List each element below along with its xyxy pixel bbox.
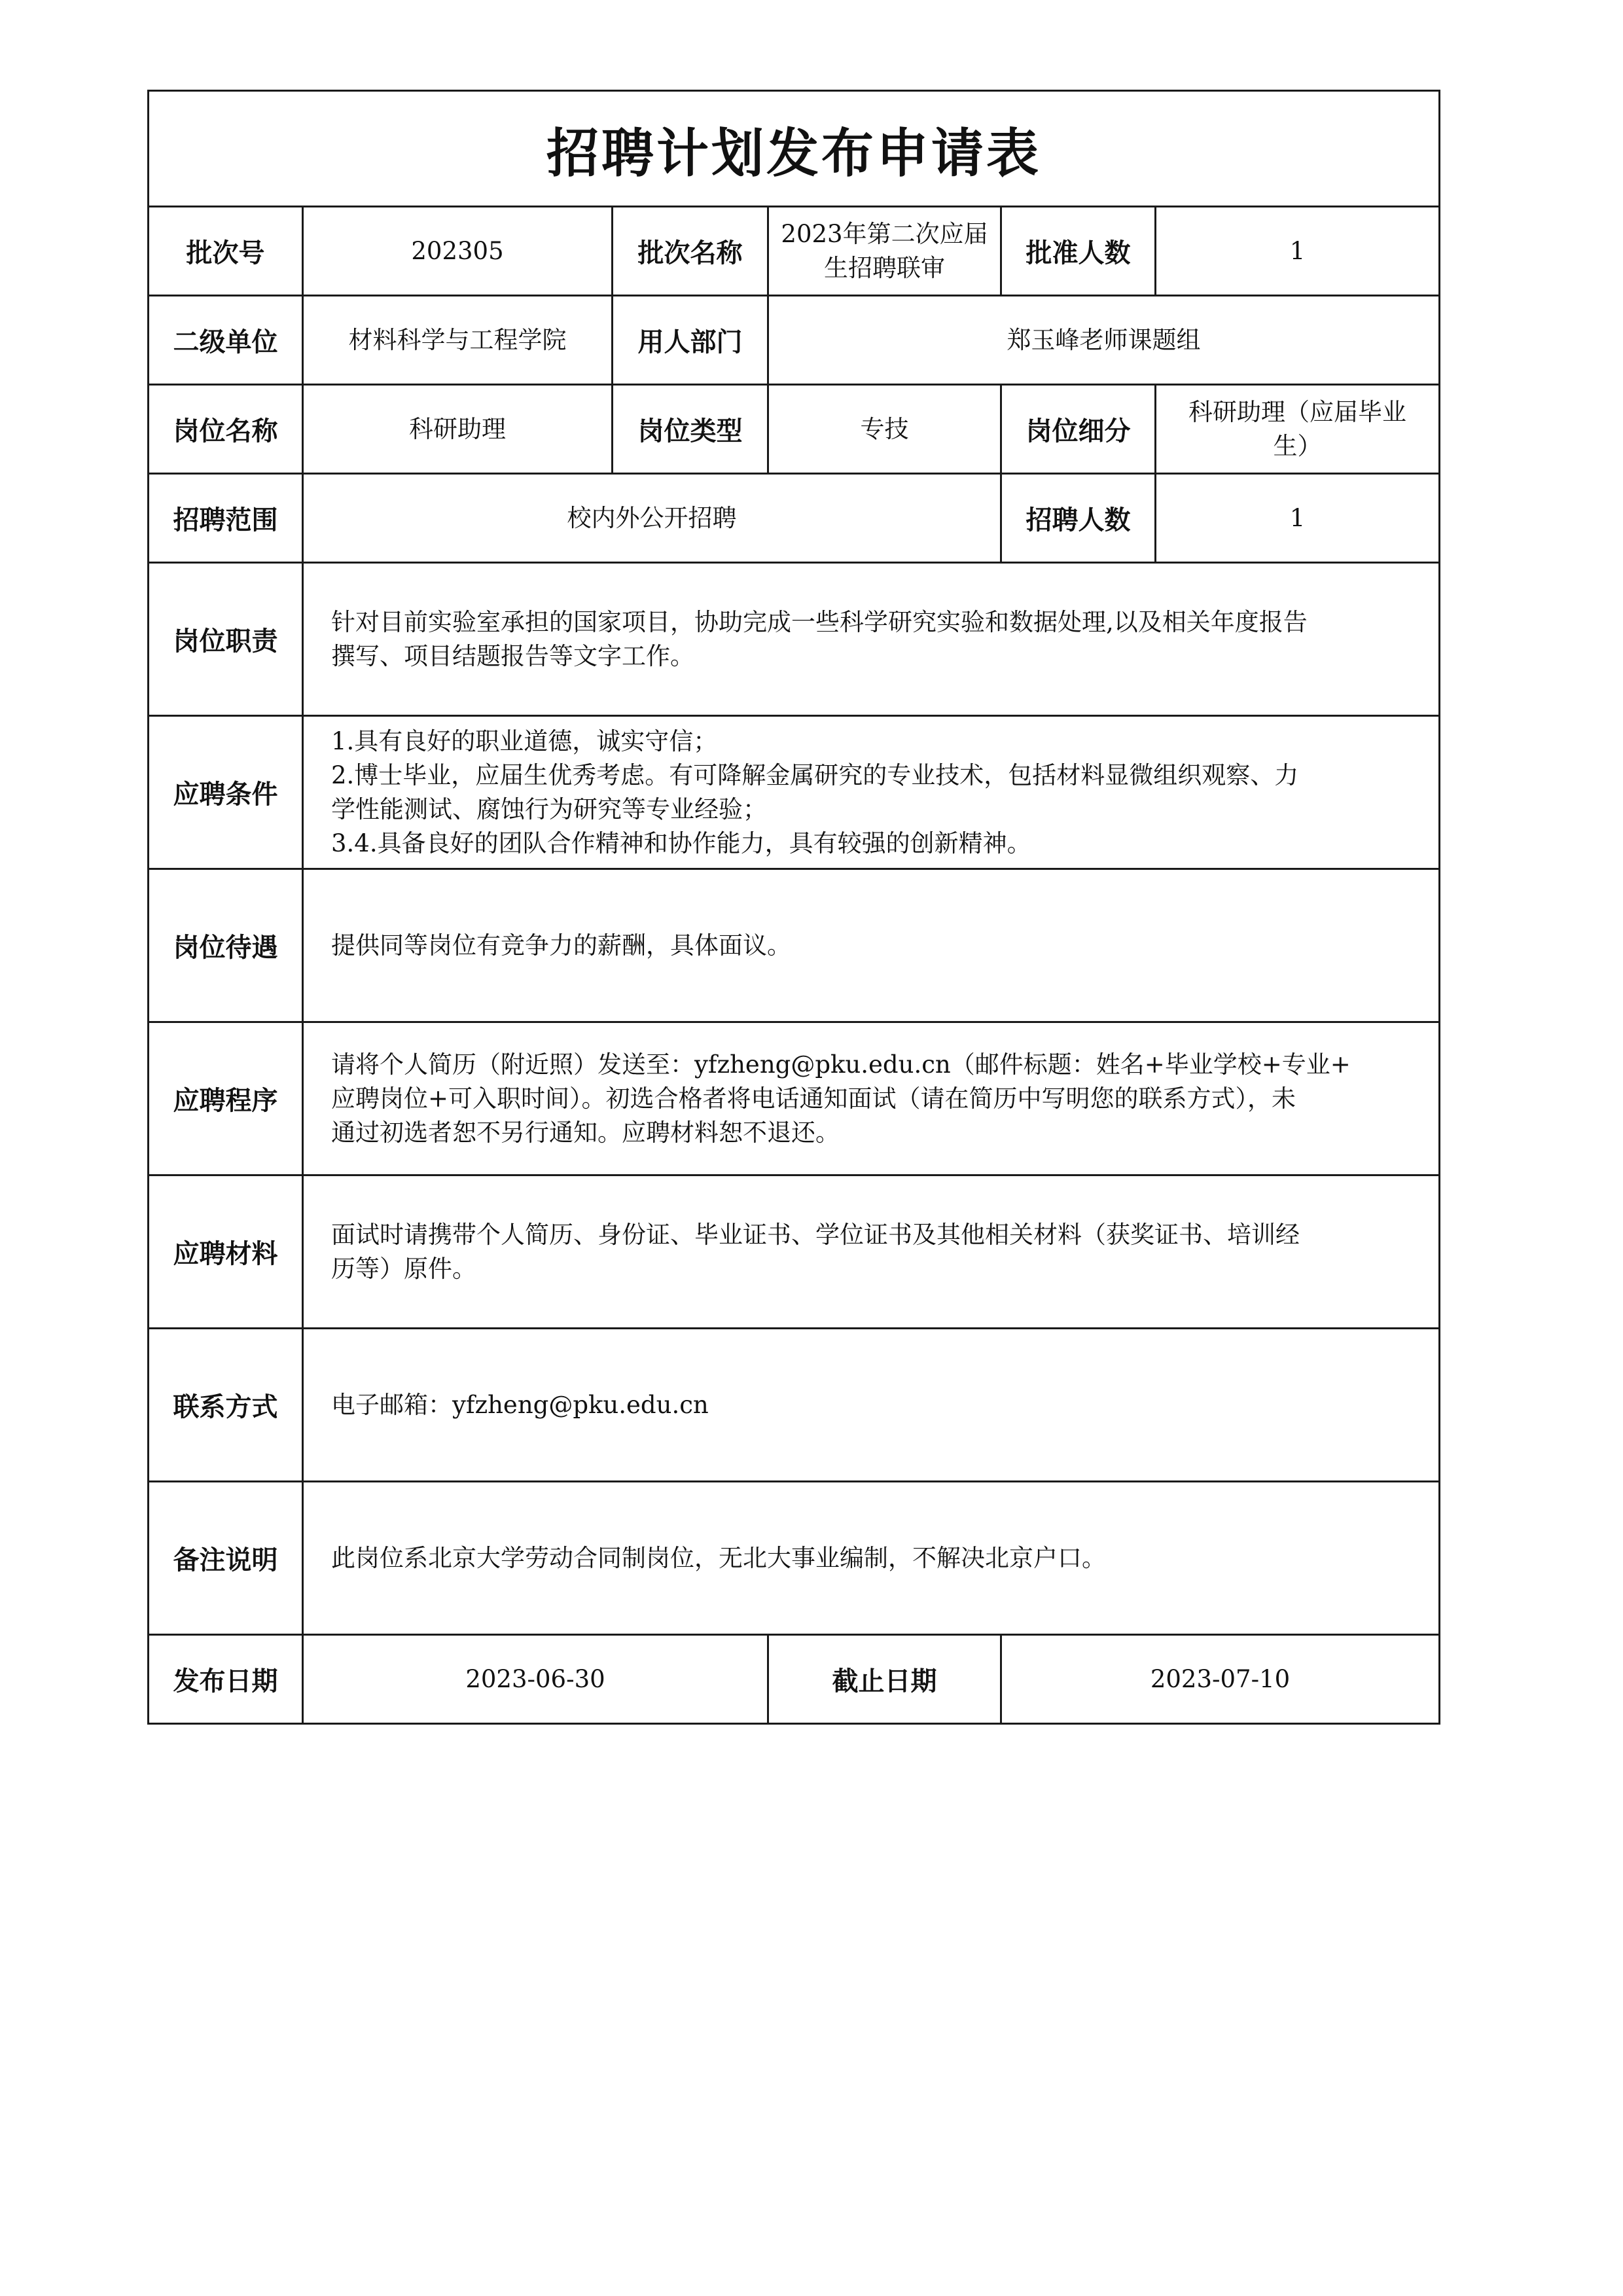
department-value: 郑玉峰老师课题组 bbox=[768, 296, 1440, 385]
row-duties bbox=[149, 563, 1440, 716]
materials-label: 应聘材料 bbox=[149, 1175, 303, 1329]
procedure-line: 应聘岗位+可入职时间）。初选合格者将电话通知面试（请在简历中写明您的联系方式），未 bbox=[331, 1084, 1296, 1113]
scope-label: 招聘范围 bbox=[149, 474, 303, 563]
benefits-label: 岗位待遇 bbox=[149, 869, 303, 1022]
contact-value bbox=[303, 1329, 1440, 1482]
requirements-value bbox=[303, 716, 1440, 869]
row-procedure bbox=[149, 1022, 1440, 1175]
procedure-label: 应聘程序 bbox=[149, 1022, 303, 1175]
row-materials bbox=[149, 1175, 1440, 1329]
position-type-value: 专技 bbox=[768, 385, 1001, 474]
batch-name-value bbox=[768, 207, 1001, 296]
row-scope bbox=[149, 474, 1440, 563]
batch-no-value: 202305 bbox=[303, 207, 613, 296]
row-contact bbox=[149, 1329, 1440, 1482]
row-benefits bbox=[149, 869, 1440, 1022]
benefits-line: 提供同等岗位有竞争力的薪酬，具体面议。 bbox=[331, 931, 791, 960]
benefits-value bbox=[303, 869, 1440, 1022]
scope-value: 校内外公开招聘 bbox=[303, 474, 1001, 563]
remarks-line: 此岗位系北京大学劳动合同制岗位，无北大事业编制，不解决北京户口。 bbox=[331, 1543, 1106, 1572]
remarks-label: 备注说明 bbox=[149, 1482, 303, 1635]
requirements-line: 1.具有良好的职业道德，诚实守信； bbox=[331, 726, 718, 755]
hire-count-label: 招聘人数 bbox=[1001, 474, 1156, 563]
batch-name-line-2: 生招聘联审 bbox=[824, 253, 945, 282]
contact-label: 联系方式 bbox=[149, 1329, 303, 1482]
requirements-line: 学性能测试、腐蚀行为研究等专业经验； bbox=[331, 795, 767, 823]
publish-date-label: 发布日期 bbox=[149, 1635, 303, 1724]
duties-label: 岗位职责 bbox=[149, 563, 303, 716]
duties-line: 撰写、项目结题报告等文字工作。 bbox=[331, 641, 694, 670]
publish-date-value: 2023-06-30 bbox=[303, 1635, 768, 1724]
form-table bbox=[147, 90, 1440, 1725]
deadline-label: 截止日期 bbox=[768, 1635, 1001, 1724]
position-type-label: 岗位类型 bbox=[613, 385, 768, 474]
contact-line: 电子邮箱：yfzheng@pku.edu.cn bbox=[331, 1390, 709, 1419]
row-requirements bbox=[149, 716, 1440, 869]
duties-value bbox=[303, 563, 1440, 716]
requirements-label: 应聘条件 bbox=[149, 716, 303, 869]
deadline-value: 2023-07-10 bbox=[1001, 1635, 1440, 1724]
position-subtype-label: 岗位细分 bbox=[1001, 385, 1156, 474]
procedure-value bbox=[303, 1022, 1440, 1175]
row-dates bbox=[149, 1635, 1440, 1724]
requirements-line: 2.博士毕业，应届生优秀考虑。有可降解金属研究的专业技术，包括材料显微组织观察、力 bbox=[331, 761, 1299, 789]
hire-count-value: 1 bbox=[1156, 474, 1440, 563]
row-position bbox=[149, 385, 1440, 474]
approved-count-label: 批准人数 bbox=[1001, 207, 1156, 296]
materials-line: 历等）原件。 bbox=[331, 1254, 476, 1283]
position-subtype-line-1: 科研助理（应届毕业 bbox=[1188, 397, 1406, 426]
procedure-line: 通过初选者恕不另行通知。应聘材料恕不退还。 bbox=[331, 1118, 840, 1147]
duties-line: 针对目前实验室承担的国家项目，协助完成一些科学研究实验和数据处理,以及相关年度报告 bbox=[331, 607, 1308, 636]
application-form bbox=[147, 90, 1438, 1725]
batch-no-label: 批次号 bbox=[149, 207, 303, 296]
secondary-unit-value: 材料科学与工程学院 bbox=[303, 296, 613, 385]
materials-line: 面试时请携带个人简历、身份证、毕业证书、学位证书及其他相关材料（获奖证书、培训经 bbox=[331, 1220, 1300, 1249]
position-name-value: 科研助理 bbox=[303, 385, 613, 474]
row-batch bbox=[149, 207, 1440, 296]
approved-count-value: 1 bbox=[1156, 207, 1440, 296]
materials-value bbox=[303, 1175, 1440, 1329]
secondary-unit-label: 二级单位 bbox=[149, 296, 303, 385]
batch-name-label: 批次名称 bbox=[613, 207, 768, 296]
remarks-value bbox=[303, 1482, 1440, 1635]
row-unit bbox=[149, 296, 1440, 385]
position-subtype-value bbox=[1156, 385, 1440, 474]
department-label: 用人部门 bbox=[613, 296, 768, 385]
position-name-label: 岗位名称 bbox=[149, 385, 303, 474]
position-subtype-line-2: 生） bbox=[1273, 431, 1322, 460]
form-title: 招聘计划发布申请表 bbox=[149, 91, 1440, 207]
requirements-line: 3.4.具备良好的团队合作精神和协作能力，具有较强的创新精神。 bbox=[331, 829, 1031, 857]
batch-name-line-1: 2023年第二次应届 bbox=[781, 219, 988, 248]
row-remarks bbox=[149, 1482, 1440, 1635]
procedure-line: 请将个人简历（附近照）发送至：yfzheng@pku.edu.cn（邮件标题：姓名+毕业学校+专业+ bbox=[331, 1050, 1351, 1079]
